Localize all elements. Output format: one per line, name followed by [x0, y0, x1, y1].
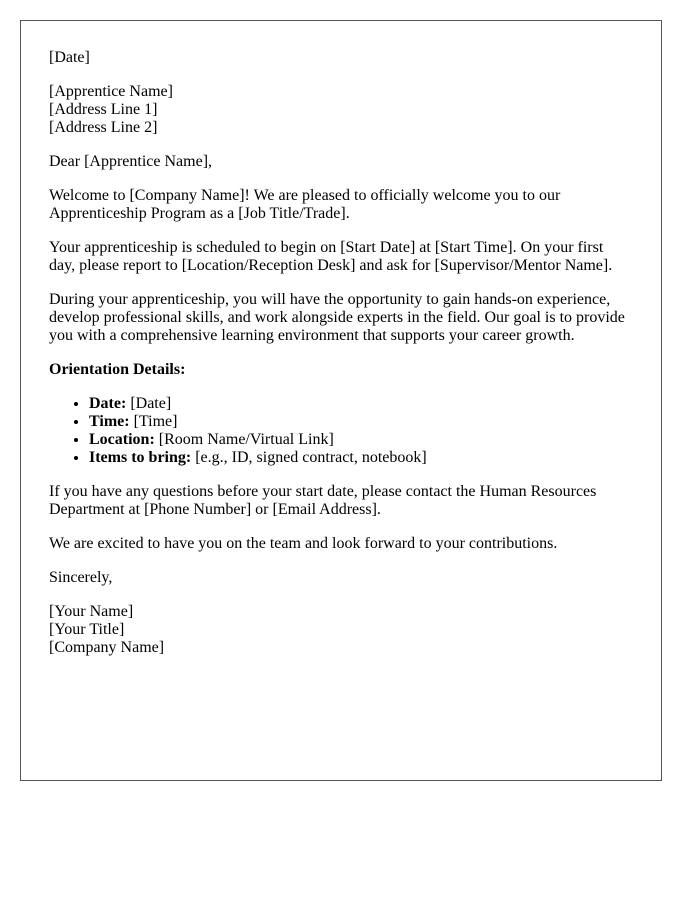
welcome-paragraph: Welcome to [Company Name]! We are pleased to officially welcome you to our Apprenticeship Program as a [Job Title/Trade]. — [49, 187, 561, 222]
signature-name: [Your Name] — [49, 603, 134, 620]
orientation-item-items-to-bring: • Items to bring: [e.g., ID, signed contract, notebook] — [89, 449, 633, 467]
orientation-item-time: • Time: [Time] — [89, 413, 633, 431]
signature-company: [Company Name] — [49, 639, 165, 656]
orientation-details-list — [49, 395, 633, 467]
address-line-1: [Address Line 1] — [49, 101, 158, 118]
closing-paragraph: We are excited to have you on the team and look forward to your contributions. — [49, 535, 558, 552]
signoff: Sincerely, — [49, 569, 113, 586]
orientation-item-date: • Date: [Date] — [89, 395, 633, 413]
contact-paragraph: If you have any questions before your start date, please contact the Human Resources Department at [Phone Number] or [Email Address]. — [49, 483, 597, 518]
salutation: Dear [Apprentice Name], — [49, 153, 213, 170]
start-details-paragraph: Your apprenticeship is scheduled to begin on [Start Date] at [Start Time]. On your first day, please report to [Location/Reception Desk] and ask for [Supervisor/Mentor Name]. — [49, 239, 613, 274]
recipient-name: [Apprentice Name] — [49, 83, 173, 100]
program-description-paragraph: During your apprenticeship, you will have the opportunity to gain hands-on experience, develop professional skills, and work alongside experts in the field. Our goal is to provide you with a comprehensive learning environment that supports your career growth. — [49, 291, 625, 344]
signature-title: [Your Title] — [49, 621, 125, 638]
letter-document — [20, 20, 662, 781]
recipient-address — [49, 83, 633, 137]
letter-date: [Date] — [49, 49, 90, 66]
address-line-2: [Address Line 2] — [49, 119, 158, 136]
signature-block — [49, 603, 633, 657]
orientation-heading: Orientation Details: — [49, 361, 186, 378]
orientation-item-location: • Location: [Room Name/Virtual Link] — [89, 431, 633, 449]
